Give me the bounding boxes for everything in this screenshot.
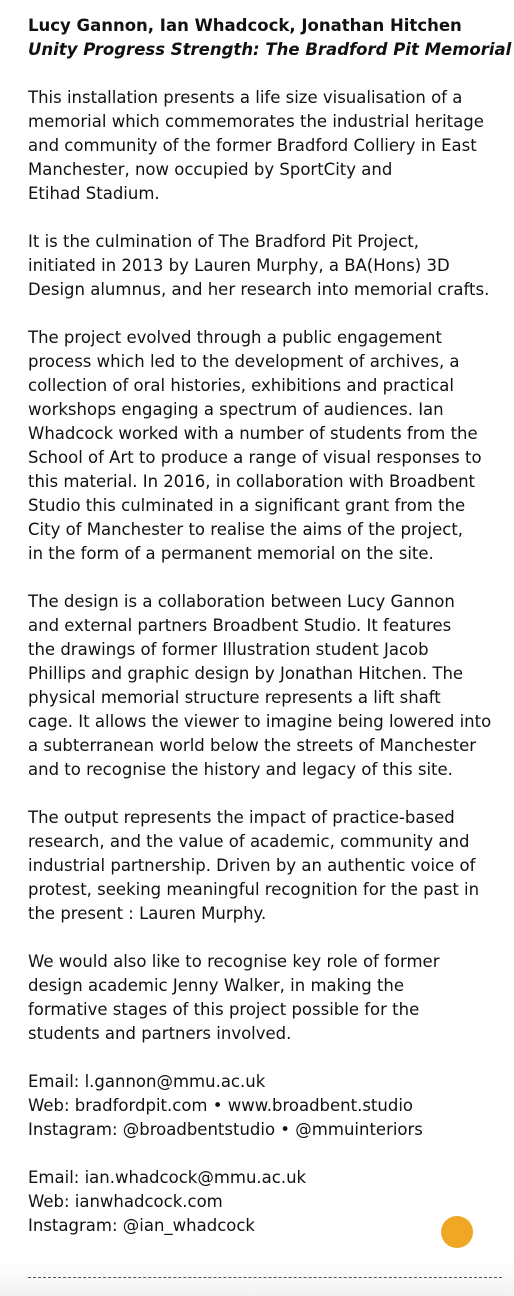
instagram-line [28,1118,508,1142]
web-line [28,1094,508,1118]
email-link[interactable]: l.gannon@mmu.ac.uk [84,1072,266,1091]
web-line [28,1190,508,1214]
instagram-link-mmuinteriors[interactable]: @mmuinteriors [295,1120,423,1139]
email-label: Email: [28,1072,85,1091]
web-link-broadbent[interactable]: www.broadbent.studio [227,1096,414,1115]
email-link[interactable]: ian.whadcock@mmu.ac.uk [84,1168,307,1187]
web-link-bradfordpit[interactable]: bradfordpit.com [74,1096,208,1115]
instagram-link-ian-whadcock[interactable]: @ian_whadcock [122,1216,255,1235]
instagram-label: Instagram: [28,1120,123,1139]
project-title: Unity Progress Strength: The Bradford Pit Memorial [28,40,512,59]
instagram-line [28,1214,508,1238]
paragraph-output: The output represents the impact of practice-based research, and the value of academic, community and industrial partnership. Driven by an authentic voice of protest, seeking meaningful recognition for the past in the present : Lauren Murphy. [28,808,480,923]
paragraph-acknowledgement: We would also like to recognise key role of former design academic Jenny Walker, in making the formative stages of this project possible for the students and partners involved. [28,952,440,1043]
web-label: Web: [28,1192,75,1211]
scroll-dot-button[interactable] [441,1216,473,1248]
web-label: Web: [28,1096,75,1115]
instagram-label: Instagram: [28,1216,123,1235]
article [28,14,512,1238]
footer-fade [0,1260,514,1296]
paragraph-culmination: It is the culmination of The Bradford Pit Project, initiated in 2013 by Lauren Murphy, a BA(Hons) 3D Design alumnus, and her research into memorial crafts. [28,232,490,299]
paragraph-design: The design is a collaboration between Lucy Gannon and external partners Broadbent Studio. It features the drawings of former Illustration student Jacob Phillips and graphic design by Jonathan Hitchen. The physical memorial structure represents a lift shaft cage. It allows the viewer to imagine being lowered into a subterranean world below the streets of Manchester and to recognise the history and legacy of this site. [28,592,492,779]
authors-heading: Lucy Gannon, Ian Whadcock, Jonathan Hitchen [28,16,462,35]
email-line [28,1070,508,1094]
bullet-separator: • [207,1096,228,1115]
bullet-separator: • [275,1120,296,1139]
email-label: Email: [28,1168,85,1187]
web-link-ianwhadcock[interactable]: ianwhadcock.com [74,1192,223,1211]
paragraph-evolution: The project evolved through a public engagement process which led to the development of archives, a collection of oral histories, exhibitions and practical workshops engaging a spectrum of audiences. Ian Whadcock worked with a number of students from the School of Art to produce a range of visual responses to this material. In 2016, in collaboration with Broadbent Studio this culminated in a significant grant from the City of Manchester to realise the aims of the project, in the form of a permanent memorial on the site. [28,328,482,563]
paragraph-intro: This installation presents a life size visualisation of a memorial which commemorates the industrial heritage and community of the former Bradford Colliery in East Manchester, now occupied by SportCity and Etihad Stadium. [28,88,484,203]
dashed-divider [28,1277,502,1278]
contact-block-whadcock [28,1166,508,1238]
email-line [28,1166,508,1190]
contact-block-gannon [28,1070,508,1142]
instagram-link-broadbentstudio[interactable]: @broadbentstudio [122,1120,276,1139]
